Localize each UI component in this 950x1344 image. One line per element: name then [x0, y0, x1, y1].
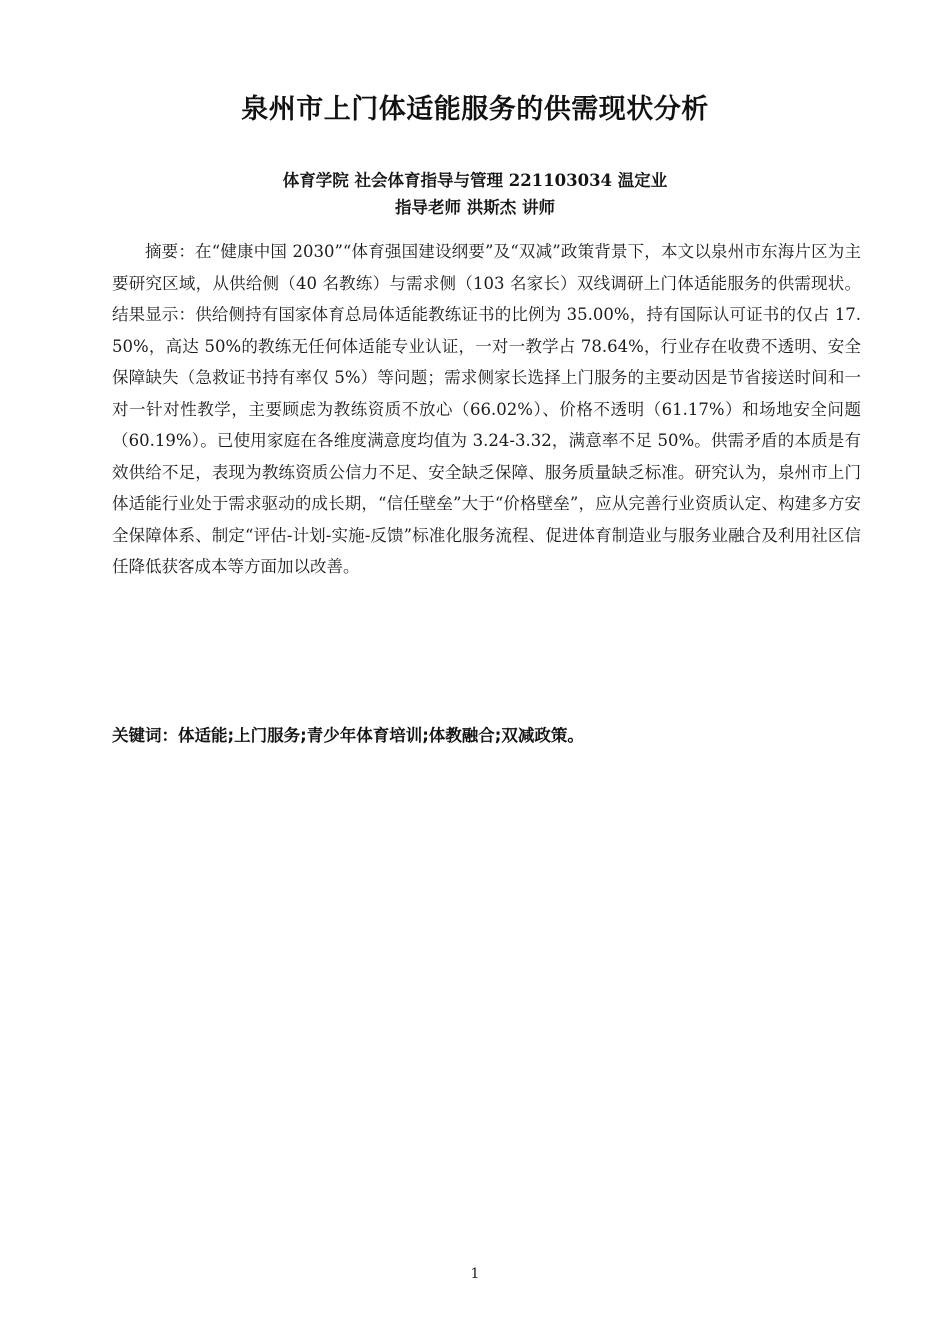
abstract-paragraph: 摘要：在“健康中国 2030”“体育强国建设纲要”及“双减”政策背景下，本文以泉州市东海片区为主要研究区域，从供给侧（40 名教练）与需求侧（103 名家长）双线调研上门体适能服务的供需现状。结果显示：供给侧持有国家体育总局体适能教练证书的比例为 35.00%，持有国际认可证书的仅占 17.50%，高达 50%的教练无任何体适能专业认证，一对一教学占 78.64%，行业存在收费不透明、安全保障缺失（急救证书持有率仅 5%）等问题；需求侧家长选择上门服务的主要动因是节省接送时间和一对一针对性教学，主要顾虑为教练资质不放心（66.02%）、价格不透明（61.17%）和场地安全问题（60.19%）。已使用家庭在各维度满意度均值为 3.24-3.32，满意率不足 50%。供需矛盾的本质是有效供给不足，表现为教练资质公信力不足、安全缺乏保障、服务质量缺乏标准。研究认为，泉州市上门体适能行业处于需求驱动的成长期，“信任壁垒”大于“价格壁垒”，应从完善行业资质认定、构建多方安全保障体系、制定“评估-计划-实施-反馈”标准化服务流程、促进体育制造业与服务业融合及利用社区信任降低获客成本等方面加以改善。	[112, 242, 861, 576]
keywords-line: 关键词：体适能;上门服务;青少年体育培训;体教融合;双减政策。	[112, 726, 584, 745]
advisor-line: 指导老师 洪斯杰 讲师	[395, 198, 555, 217]
author-line: 体育学院 社会体育指导与管理 221103034 温定业	[282, 171, 668, 190]
page-number: 1	[470, 1266, 480, 1282]
paper-title: 泉州市上门体适能服务的供需现状分析	[241, 94, 709, 125]
